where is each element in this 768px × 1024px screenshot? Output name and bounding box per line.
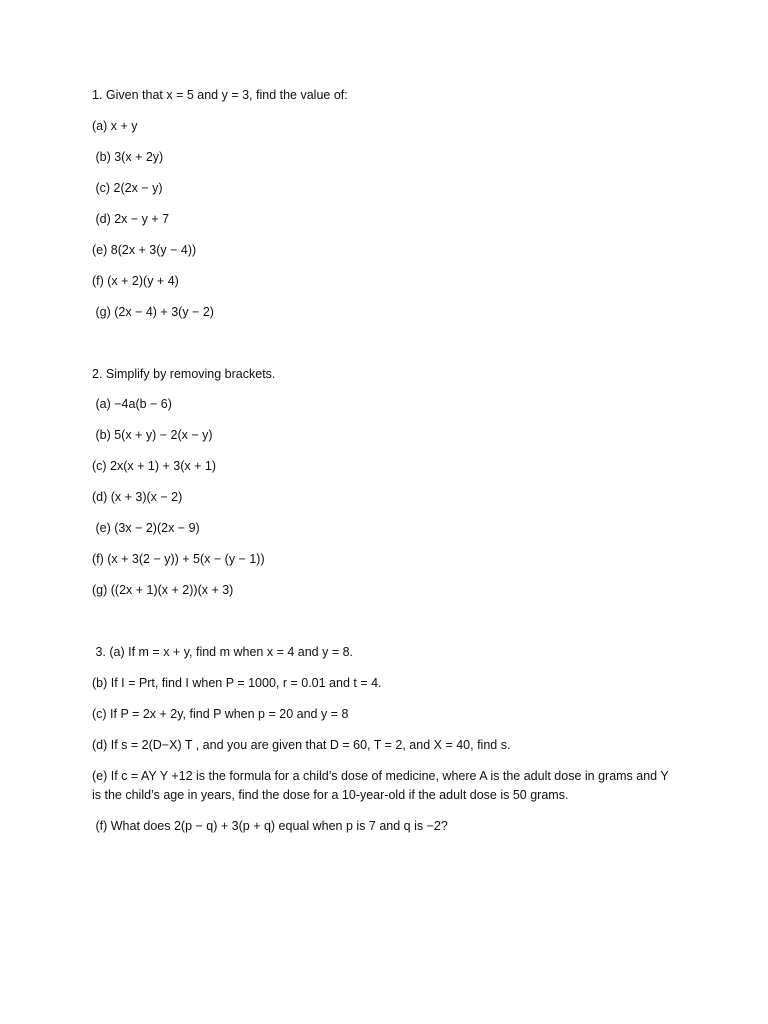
question-1a: (a) x + y [92,119,138,133]
question-2e: (e) (3x − 2)(2x − 9) [92,521,200,535]
question-2b: (b) 5(x + y) − 2(x − y) [92,428,213,442]
question-2c: (c) 2x(x + 1) + 3(x + 1) [92,459,216,473]
question-1b: (b) 3(x + 2y) [92,150,164,164]
question-3a: 3. (a) If m = x + y, find m when x = 4 and y = 8. [92,645,354,659]
question-1f: (f) (x + 2)(y + 4) [92,274,179,288]
question-3d: (d) If s = 2(D−X) T , and you are given that D = 60, T = 2, and X = 40, find s. [92,738,511,752]
question-1d: (d) 2x − y + 7 [92,212,170,226]
question-2-heading: 2. Simplify by removing brackets. [92,367,276,381]
question-2g: (g) ((2x + 1)(x + 2))(x + 3) [92,583,234,597]
question-3b: (b) If I = Prt, find I when P = 1000, r = 0.01 and t = 4. [92,676,382,690]
question-1-heading: 1. Given that x = 5 and y = 3, find the value of: [92,88,348,102]
question-2f: (f) (x + 3(2 − y)) + 5(x − (y − 1)) [92,552,265,566]
question-3c: (c) If P = 2x + 2y, find P when p = 20 and y = 8 [92,707,349,721]
question-3f: (f) What does 2(p − q) + 3(p + q) equal when p is 7 and q is −2? [92,819,448,833]
question-2d: (d) (x + 3)(x − 2) [92,490,183,504]
question-3e: (e) If c = AY Y +12 is the formula for a child’s dose of medicine, where A is the adult dose in grams and Y is the child’s age in years, find the dose for a 10-year-old if the adult dose is 50 grams. [92,769,672,802]
question-2a: (a) −4a(b − 6) [92,397,172,411]
question-1g: (g) (2x − 4) + 3(y − 2) [92,305,214,319]
question-1e: (e) 8(2x + 3(y − 4)) [92,243,197,257]
question-1c: (c) 2(2x − y) [92,181,163,195]
